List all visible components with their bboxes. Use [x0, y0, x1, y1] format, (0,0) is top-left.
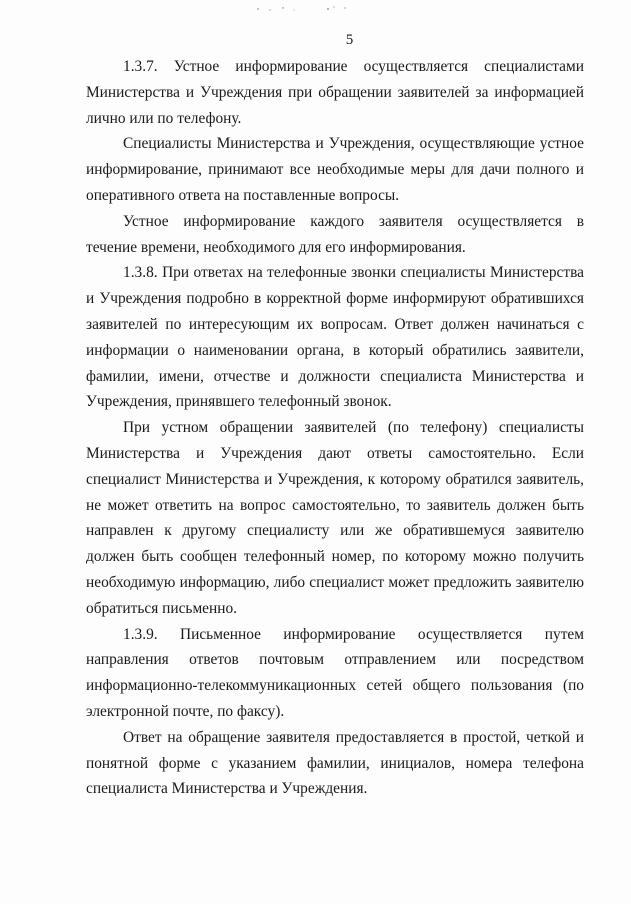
- page-number: 5: [345, 32, 354, 48]
- paragraph-1-3-9: 1.3.9. Письменное информирование осуществляется путем направления ответов почтовым отправлением или посредством информационно-телекоммуникационных сетей общего пользования (по электронной почте, по факсу).: [86, 625, 584, 720]
- paragraph-1-3-8: 1.3.8. При ответах на телефонные звонки специалисты Министерства и Учреждения подробно в корректной форме информируют обратившихся заявителей по интересующим их вопросам. Ответ должен начинаться с информации о наименовании органа, в который обратились заявители, фамилии, имени, отчестве и должности специалиста Министерства и Учреждения, принявшего телефонный звонок.: [86, 264, 584, 411]
- paragraph-1-3-7: 1.3.7. Устное информирование осуществляется специалистами Министерства и Учреждения при обращении заявителей за информацией лично или по телефону.: [86, 58, 584, 127]
- paragraph-specialists: Специалисты Министерства и Учреждения, осуществляющие устное информирование, принимают все необходимые меры для дачи полного и оперативного ответа на поставленные вопросы.: [86, 135, 584, 204]
- scan-artifact: [250, 4, 370, 14]
- paragraph-oral-duration: Устное информирование каждого заявителя осуществляется в течение времени, необходимого для его информирования.: [86, 212, 584, 256]
- paragraph-oral-phone: При устном обращении заявителей (по телефону) специалисты Министерства и Учреждения дают ответы самостоятельно. Если специалист Министерства и Учреждения, к которому обратился заявитель, не может ответить на вопрос самостоятельно, то заявитель должен быть направлен к другому специалисту или же обратившемуся заявителю должен быть сообщен телефонный номер, по которому можно получить необходимую информацию, либо специалист может предложить заявителю обратиться письменно.: [86, 419, 584, 617]
- document-body: [86, 54, 584, 802]
- paragraph-answer-form: Ответ на обращение заявителя предоставляется в простой, четкой и понятной форме с указанием фамилии, инициалов, номера телефона специалиста Министерства и Учреждения.: [86, 728, 584, 798]
